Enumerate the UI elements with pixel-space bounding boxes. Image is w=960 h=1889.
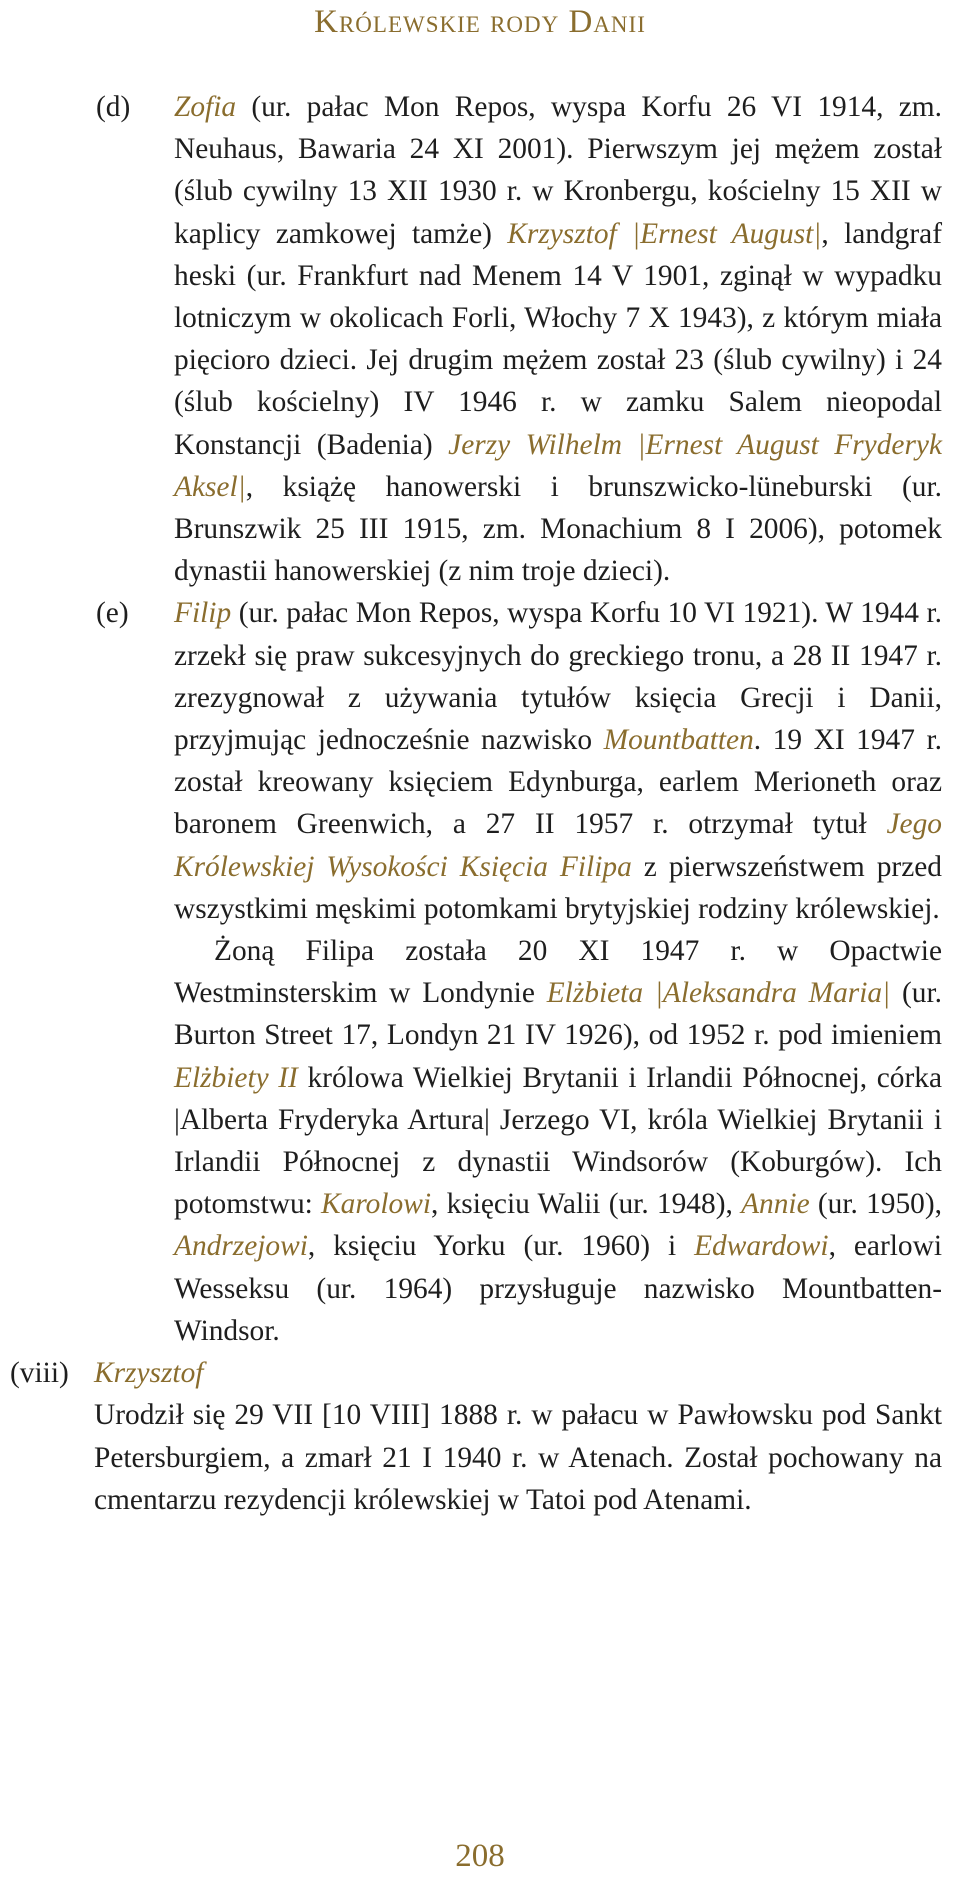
name-highlight: Karolowi [321,1188,432,1221]
entry-heading [10,1352,942,1394]
text-run: królowa Wielkiej Brytanii i Irlandii Północnej, córka |Alberta Fryderyka Artura| Jerzego VI, króla Wielkiej Brytanii i Irlandii Północnej z dynastii Windsorów (Koburgów). Ich potomstwu: [174,1061,942,1221]
entry-label: (d) [96,91,131,123]
text-run: , księciu Yorku (ur. 1960) i [307,1230,695,1263]
person-name: Krzysztof [94,1357,204,1390]
entry-paragraph: Urodził się 29 VII [10 VIII] 1888 r. w pałacu w Pawłowsku pod Sankt Petersburgiem, a zmarł 21 I 1940 r. w Atenach. Został pochowany na cmentarzu rezydencji królewskiej w Tatoi pod Atenami. [94,1399,942,1516]
page-number: 208 [455,1838,505,1874]
running-header: Królewskie rody Danii [314,4,646,40]
entry-d [96,86,942,592]
entry-paragraph [174,592,942,930]
text-run: (ur. Burton Street 17, Londyn 21 IV 1926), od 1952 r. pod imieniem [174,977,943,1052]
entry-label: (viii) [10,1357,69,1390]
entry-viii [10,1352,942,1521]
name-highlight: Edwardowi [694,1230,829,1263]
text-run: (ur. pałac Mon Repos, wyspa Korfu 26 VI 1914, zm. Neuhaus, Bawaria 24 XI 2001). Pierwszym jej mężem został (ślub cywilny 13 XII 1930 r. w Kronbergu, kościelny 15 XII w kaplicy zamkowej tamże) [174,91,942,250]
name-highlight: Mountbatten [603,724,754,757]
text-run: , earlowi Wesseksu (ur. 1964) przysługuje nazwisko Mountbatten-Windsor. [174,1230,943,1347]
entry-paragraph [174,930,942,1352]
text-run: , landgraf heski (ur. Frankfurt nad Menem 14 V 1901, zginął w wypadku lotniczym w okolicach Forli, Włochy 7 X 1943), z którym miała pięcioro dzieci. Jej drugim mężem został 23 (ślub cywilny) i 24 (ślub kościelny) IV 1946 r. w zamku Salem nieopodal Konstancji (Badenia) [174,217,942,461]
entry-e [96,592,943,1352]
name-highlight: Jerzy Wilhelm |Ernest August Fryderyk Aksel| [174,428,942,503]
name-highlight: Annie [741,1188,810,1221]
name-highlight: Elżbieta |Aleksandra Maria| [546,977,891,1010]
text-run: z pierwszeństwem przed wszystkimi męskimi potomkami brytyjskiej rodziny królewskiej. [174,850,942,925]
name-highlight: Filip [174,597,232,630]
name-highlight: Elżbiety II [174,1061,298,1094]
name-highlight: Zofia [174,91,237,123]
text-run: (ur. 1950), [809,1188,942,1221]
entry-label: (e) [96,597,129,630]
text-run: , księciu Walii (ur. 1948), [431,1188,742,1221]
text-run: . 19 XI 1947 r. został kreowany księciem Edynburga, earlem Merioneth oraz baronem Greenwich, a 27 II 1957 r. otrzymał tytuł [174,724,942,841]
name-highlight: Andrzejowi [174,1230,308,1263]
text-run: Żoną Filipa została 20 XI 1947 r. w Opactwie Westminsterskim w Londynie [174,935,942,1010]
name-highlight: Jego Królewskiej Wysokości Księcia Filipa [174,808,942,883]
entry-paragraph [174,86,942,592]
text-run: (ur. pałac Mon Repos, wyspa Korfu 10 VI 1921). W 1944 r. zrzekł się praw sukcesyjnych do greckiego tronu, a 28 II 1947 r. zrezygnował z używania tytułów księcia Grecji i Danii, przyjmując jednocześnie nazwisko [174,597,942,757]
page-body [0,86,960,1521]
name-highlight: Krzysztof |Ernest August| [507,217,822,250]
text-run: , książę hanowerski i brunszwicko-lüneburski (ur. Brunszwik 25 III 1915, zm. Monachium 8 I 2006), potomek dynastii hanowerskiej (z nim troje dzieci). [174,470,942,588]
